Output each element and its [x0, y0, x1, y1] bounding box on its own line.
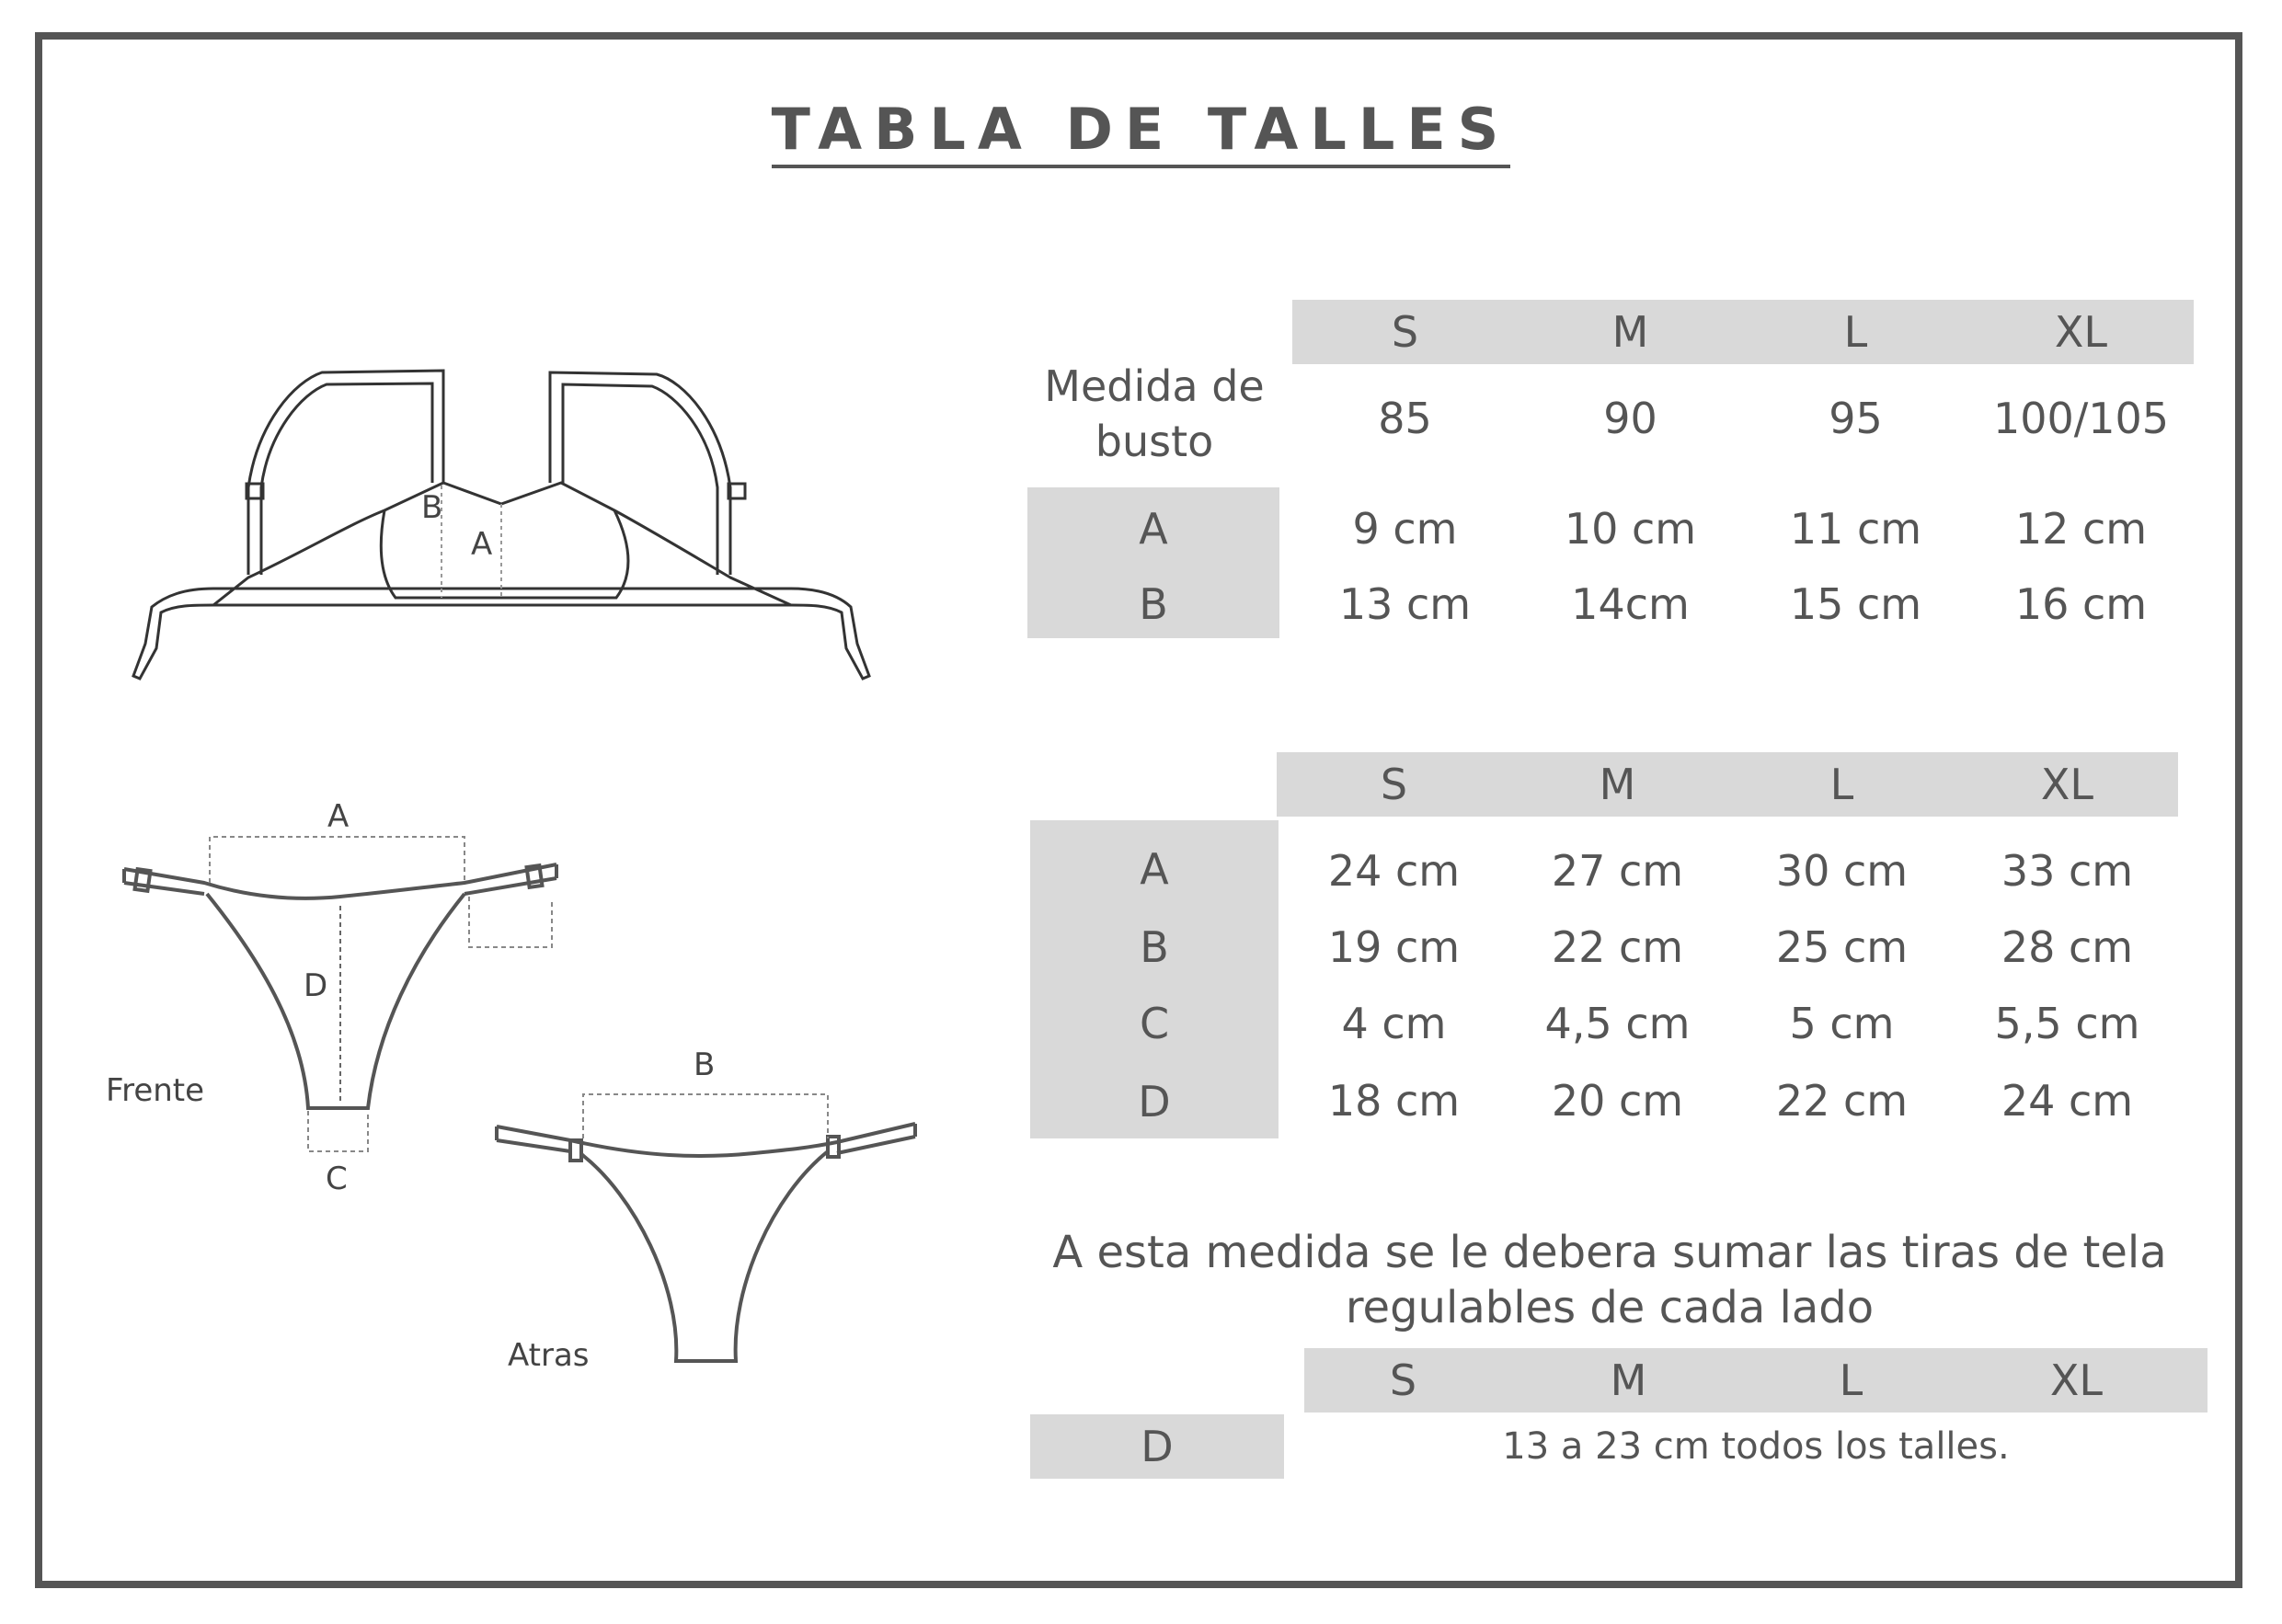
bottom-c-s: 4 cm [1341, 999, 1447, 1048]
top-size-xl: XL [2054, 307, 2108, 357]
extra-size-m: M [1610, 1355, 1647, 1405]
top-a-l: 11 cm [1789, 504, 1922, 554]
top-b-xl: 16 cm [2014, 579, 2148, 629]
front-mark-c: C [326, 1161, 348, 1197]
back-label: Atras [508, 1337, 590, 1374]
bottom-b-xl: 28 cm [2001, 922, 2134, 972]
bottom-a-l: 30 cm [1775, 846, 1909, 896]
bottom-row-label-c: C [1139, 999, 1170, 1048]
bottom-c-l: 5 cm [1789, 999, 1895, 1048]
front-mark-d: D [304, 967, 328, 1004]
bottom-size-m: M [1599, 760, 1636, 809]
bottom-d-l: 22 cm [1775, 1076, 1909, 1126]
note-line-1: A esta medida se le debera sumar las tiras de tela [1052, 1227, 2167, 1278]
bottom-d-s: 18 cm [1327, 1076, 1461, 1126]
bottom-b-s: 19 cm [1327, 922, 1461, 972]
bottom-a-m: 27 cm [1551, 846, 1684, 896]
bra-label-a: A [471, 526, 493, 563]
bottom-c-xl: 5,5 cm [1994, 999, 2140, 1048]
bust-value-s: 85 [1378, 394, 1432, 443]
bottom-d-m: 20 cm [1551, 1076, 1684, 1126]
extra-size-s: S [1389, 1355, 1417, 1405]
top-a-m: 10 cm [1564, 504, 1697, 554]
extra-value: 13 a 23 cm todos los talles. [1502, 1425, 2010, 1468]
top-row-label-a: A [1139, 504, 1168, 554]
extra-row-label-d: D [1141, 1422, 1174, 1471]
bottom-row-label-b: B [1140, 922, 1169, 972]
bottom-c-m: 4,5 cm [1544, 999, 1691, 1048]
front-mark-a: A [327, 798, 350, 835]
bottom-size-s: S [1380, 760, 1408, 809]
extra-size-xl: XL [2049, 1355, 2104, 1405]
top-b-m: 14cm [1571, 579, 1690, 629]
bottom-size-xl: XL [2040, 760, 2094, 809]
bottom-row-label-a: A [1140, 844, 1169, 894]
top-b-s: 13 cm [1338, 579, 1472, 629]
bust-value-xl: 100/105 [1992, 394, 2170, 443]
page-title: TABLA DE TALLES [0, 96, 2282, 163]
note-line-2: regulables de cada lado [1345, 1282, 1875, 1333]
extra-size-l: L [1839, 1355, 1863, 1405]
top-b-l: 15 cm [1789, 579, 1922, 629]
top-size-m: M [1611, 307, 1649, 357]
bottom-b-m: 22 cm [1551, 922, 1684, 972]
bottom-a-xl: 33 cm [2001, 846, 2134, 896]
top-row-label-b: B [1139, 579, 1168, 629]
top-a-s: 9 cm [1352, 504, 1458, 554]
front-label: Frente [106, 1072, 205, 1109]
top-size-l: L [1843, 307, 1868, 357]
bust-label: Medida de busto [1044, 361, 1265, 466]
bra-drawing [133, 371, 869, 679]
bottom-a-s: 24 cm [1327, 846, 1461, 896]
bust-value-l: 95 [1829, 394, 1883, 443]
bottom-d-xl: 24 cm [2001, 1076, 2134, 1126]
bottom-row-label-d: D [1138, 1077, 1171, 1127]
bottom-b-l: 25 cm [1775, 922, 1909, 972]
top-size-s: S [1391, 307, 1419, 357]
bottom-size-l: L [1829, 760, 1854, 809]
top-a-xl: 12 cm [2014, 504, 2148, 554]
back-bikini-drawing [497, 1094, 915, 1361]
bust-value-m: 90 [1603, 394, 1657, 443]
back-mark-b: B [694, 1046, 716, 1083]
bra-label-b: B [421, 489, 443, 526]
